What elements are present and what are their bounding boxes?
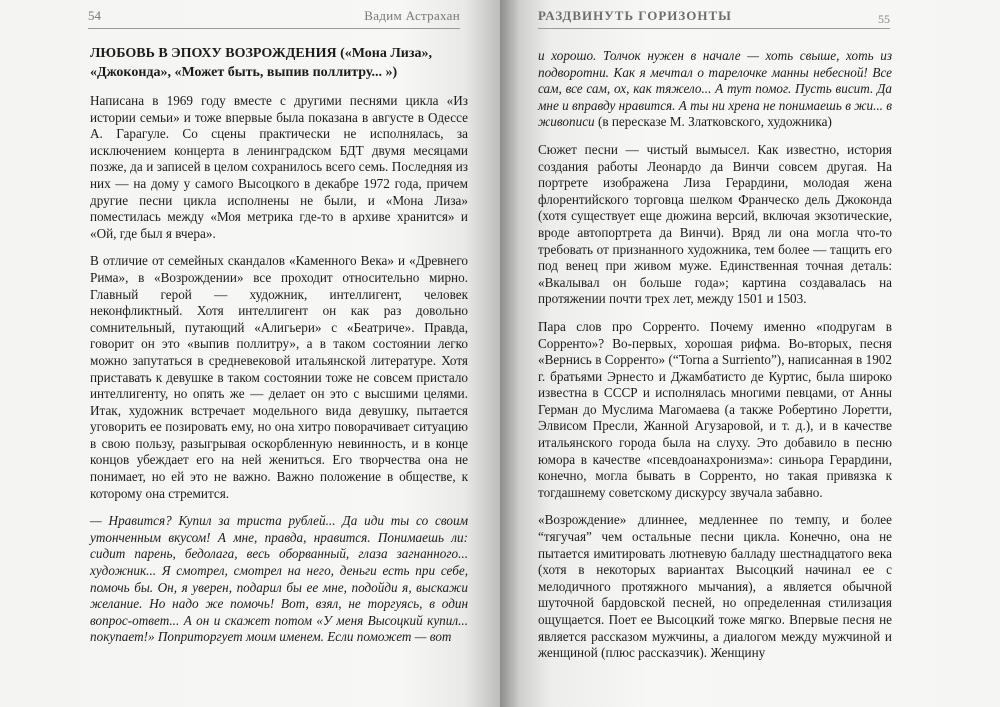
paragraph: «Возрождение» длиннее, медленнее по темпу, и более “тягучая” чем остальные песни цикла. Конечно, она не пытается имитировать лютневую балладу шестнадцатого века (хотя в некоторых вариантах Высоцкий начинал ее с мелодичного протяжного мычания), а является обычной шуточной бардовской песней, но определенная стилизация ощущается. Поет ее Высоцкий тоже мягко. Впервые песня не является рассказом мужчины, а диалогом между мужчиной и женщиной (плюс рассказчик). Женщину xyxy=(538,512,892,661)
paragraph: Сюжет песни — чистый вымысел. Как известно, история создания работы Леонардо да Винчи совсем другая. На портрете изображена Лиза Герардини, молодая жена флорентийского торговца шелком Франческо дель Джоконда (хотя существует еще дюжина версий, включая экзотические, вроде автопортрета да Винчи). Вряд ли она могла что-то требовать от признанного художника, тем более — тащить его под венец при живом муже. Единственная точная деталь: «Вкалывал он больше года»; картина создавалась на протяжении почти трех лет, между 1501 и 1503. xyxy=(538,141,892,307)
left-running-header xyxy=(88,6,460,29)
paragraph: Написана в 1969 году вместе с другими песнями цикла «Из истории семьи» и тоже впервые была показана в августе в Одессе А. Гарагуле. Со сцены практически не исполнялась, за исключением концерта в ленинградском БДТ двумя месяцами позже, да и записей в целом сохранилось всего семь. Последняя из них — на дому у самого Высоцкого в декабре 1972 года, причем другие песни цикла исполнены не были, и «Мона Лиза» поместилась между «Моя метрика где-то в архиве хранится» и «Ой, где был я вчера». xyxy=(90,93,468,241)
left-body xyxy=(90,44,468,646)
running-head-author: Вадим Астрахан xyxy=(364,8,460,23)
paragraph: В отличие от семейных скандалов «Каменного Века» и «Древнего Рима», в «Возрождении» все проходит относительно мирно. Главный герой — художник, интеллигент, человек неконфликтный. Хотя интеллигент он как раз довольно сомнительный, путающий «Алигьери» с «Беатриче». Правда, говорит он это «выпив поллитру», а в таком состоянии легко можно запутаться в средневековой итальянской литературе. Хотя приставать к девушке в таком состоянии тоже не совсем пристало интеллигенту, но опять же — делает он это с высшими целями. Итак, художник встречает модельного вида девушку, пытается уговорить ее позировать ему, но она хитро поворачивает ситуацию в свою пользу, разыгрывая оскорбленную невинность, и в конце концов убеждает его на ней жениться. Его творчества она не понимает, но ей это не важно. Важно положение в обществе, к которому она стремится. xyxy=(90,253,468,501)
paragraph: Пара слов про Сорренто. Почему именно «подругам в Сорренто»? Во-первых, хорошая рифма. Во-вторых, песня «Вернись в Сорренто» (“Torna a Surriento”), написанная в 1902 г. братьями Эрнесто и Джамбатисто де Куртис, была широко известна в СССР и исполнялась многими певцами, от Анны Герман до Муслима Магомаева (а также Робертино Лоретти, Элвисом Пресли, Жанной Агузаровой, и т. д.), и в качестве итальянского города была на слуху. Это добавило в песню юмора в качестве «псевдоанахронизма»: синьора Герардини, конечно, могла бывать в Сорренто, но такая привязка к тогдашнему советскому дискурсу звучала забавно. xyxy=(538,318,892,500)
section-heading: ЛЮБОВЬ В ЭПОХУ ВОЗРОЖДЕНИЯ («Мона Лиза», «Джоконда», «Может быть, выпив поллитру... ») xyxy=(90,46,432,80)
right-body xyxy=(538,48,892,662)
quote-attribution: (в пересказе М. Златковского, художника) xyxy=(594,114,832,130)
page-number: 55 xyxy=(878,12,890,26)
right-page xyxy=(500,0,1000,707)
running-head-chapter: РАЗДВИНУТЬ ГОРИЗОНТЫ xyxy=(538,8,732,23)
quote-paragraph: — Нравится? Купил за триста рублей... Да иди ты со своим утонченным вкусом! А мне, правда, нравится. Понимаешь ли: сидит парень, бедолага, весь оборванный, глаза загнанного... художник... Я смотрел, смотрел на него, деньги есть при себе, помочь бы. Он, я уверен, подарил бы ее мне, подойди я, выскажи желание. Но надо же помочь! Вот, взял, не торгуясь, в один вопрос-ответ... А он и скажет потом «У меня Высоцкий купил... покупает!» Поприторгует моим именем. Если поможет — вот xyxy=(90,513,468,645)
page-number: 54 xyxy=(88,8,101,23)
quote-paragraph xyxy=(538,48,892,131)
right-running-header xyxy=(538,6,890,29)
quote-continuation: и хорошо. Толчок нужен в начале — хоть свыше, хоть из подворотни. Как я мечтал о тарелочке манны небесной! Все сам, все сам, ох, как тяжело... А тут помог. Пусть висит. Да мне и вправду нравится. А ты ни хрена не понимаешь в жи... в живописи xyxy=(538,48,892,130)
